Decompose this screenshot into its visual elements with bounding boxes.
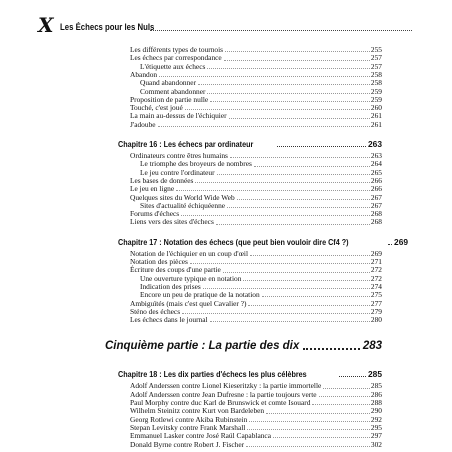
entry-title: Proposition de partie nulle: [130, 94, 209, 104]
dot-leader: [203, 288, 370, 289]
page-number: 269: [394, 236, 409, 247]
dot-leader: [230, 157, 370, 158]
page-number: 277: [370, 298, 382, 308]
toc-entry: [130, 121, 382, 129]
page-number: 286: [370, 389, 382, 399]
page-number: 271: [370, 257, 382, 266]
page-number: 297: [370, 431, 382, 441]
entry-title: Wilhelm Steinitz contre Kurt von Bardeleben: [130, 406, 265, 416]
entry-title: Chapitre 18 : Les dix parties d'échecs les plus célèbres: [118, 369, 307, 380]
page-number: 288: [370, 398, 382, 407]
entry-title: Touché, c'est joué: [130, 103, 183, 113]
dot-leader: [250, 255, 370, 256]
page-number: 260: [370, 103, 382, 113]
page-number: 272: [370, 273, 382, 283]
dot-leader: [159, 76, 370, 77]
page-number: 264: [370, 159, 382, 169]
chapter-heading: [118, 139, 382, 149]
page-number: 272: [370, 265, 382, 275]
dot-leader: [181, 215, 370, 216]
entry-title: J'adoube: [130, 119, 156, 129]
entry-title: Le jeu en ligne: [130, 184, 175, 194]
page-number: 283: [362, 340, 382, 353]
entry-title: Chapitre 16 : Les échecs par ordinateur: [118, 139, 254, 149]
page-number: 263: [368, 139, 382, 149]
dot-leader: [262, 296, 370, 297]
page-number: 269: [370, 248, 382, 258]
entry-title: Sténo des échecs: [130, 306, 181, 316]
dot-leader: [237, 199, 370, 200]
entry-title: Paul Morphy contre duc Karl de Brunswick et comte Isouard: [130, 398, 311, 407]
page-number: 259: [370, 86, 382, 96]
entry-title: Sites d'actualité échiquéenne: [140, 200, 226, 210]
dot-leader: [198, 84, 370, 85]
dot-leader: [249, 421, 370, 422]
running-header: [38, 13, 418, 40]
entry-title: Le jeu contre l'ordinateur: [140, 167, 215, 177]
dot-leader: [388, 244, 392, 245]
page-number: 261: [370, 111, 382, 121]
page-number: 255: [370, 45, 382, 54]
dot-leader: [227, 207, 370, 208]
dot-leader: [323, 388, 370, 389]
dot-leader: [185, 109, 370, 110]
dot-leader: [303, 348, 360, 350]
entry-title: Notation des pièces: [130, 257, 188, 266]
dot-leader: [216, 224, 370, 225]
page-number: 279: [370, 306, 382, 316]
toc-entry: [130, 218, 382, 226]
entry-title: Quand abandonner: [140, 78, 197, 88]
page-number: 274: [370, 281, 382, 291]
toc-entry: [130, 112, 382, 120]
page-number: 292: [370, 414, 382, 424]
dot-leader: [246, 446, 370, 447]
entry-title: Adolf Anderssen contre Jean Dufresne : la partie toujours verte: [130, 389, 317, 399]
entry-title: Donald Byrne contre Robert J. Fischer: [130, 439, 245, 449]
page-number: 258: [370, 69, 382, 79]
entry-title: Une ouverture typique en notation: [140, 273, 242, 283]
dot-leader: [224, 60, 370, 61]
page-number: 268: [370, 217, 382, 227]
page-number: 285: [370, 381, 382, 391]
dot-leader: [243, 280, 370, 281]
page-number: 261: [370, 119, 382, 129]
page-number: 257: [370, 53, 382, 63]
entry-title: Le triomphe des broyeurs de nombres: [140, 159, 252, 169]
dot-leader: [217, 174, 370, 175]
dot-leader: [273, 437, 370, 438]
dot-leader: [339, 376, 366, 377]
entry-title: Adolf Anderssen contre Lionel Kieseritzky : la partie immortelle: [130, 381, 322, 391]
page-number: 285: [368, 369, 382, 380]
page-number: 257: [370, 61, 382, 71]
header-rule: [150, 30, 412, 31]
page-number: 267: [370, 200, 382, 210]
dot-leader: [248, 305, 369, 306]
page-number: 263: [370, 151, 382, 160]
entry-title: Indication des prises: [140, 281, 201, 291]
dot-leader: [182, 313, 370, 314]
part-heading: [105, 339, 382, 353]
page-number: 275: [370, 290, 382, 300]
entry-title: Stepan Levitsky contre Frank Marshall: [130, 422, 246, 432]
page-number: 266: [370, 184, 382, 194]
page-number: 267: [370, 192, 382, 202]
page-number: 280: [370, 315, 382, 325]
dot-leader: [225, 51, 370, 52]
dot-leader: [195, 182, 369, 183]
book-title: Les Échecs pour les Nuls: [60, 22, 155, 33]
entry-title: Encore un peu de pratique de la notation: [140, 290, 260, 300]
dot-leader: [223, 272, 370, 273]
page-number: 259: [370, 94, 382, 104]
entry-title: L'étiquette aux échecs: [140, 61, 206, 71]
dot-leader: [210, 321, 370, 322]
toc-entry: [130, 441, 382, 449]
entry-title: Les bases de données: [130, 175, 194, 185]
page-number: 268: [370, 209, 382, 219]
entry-title: Abandon: [130, 69, 158, 79]
entry-title: Les différents types de tournois: [130, 45, 224, 54]
page-number: 295: [370, 422, 382, 432]
entry-title: Georg Rotlewi contre Akiba Rubinstein: [130, 414, 248, 424]
page-number: 302: [370, 439, 382, 449]
dot-leader: [319, 396, 370, 397]
entry-title: Cinquième partie : La partie des dix: [105, 340, 300, 353]
dot-leader: [254, 166, 370, 167]
entry-title: Notation de l'échiquier en un coup d'œil: [130, 248, 249, 258]
entry-title: Ambiguïtés (mais c'est quel Cavalier ?): [130, 298, 247, 308]
page-number: 266: [370, 175, 382, 185]
dot-leader: [229, 118, 370, 119]
dot-leader: [247, 429, 370, 430]
entry-title: Liens vers des sites d'échecs: [130, 217, 214, 227]
dot-leader: [207, 93, 369, 94]
entry-title: La main au-dessus de l'échiquier: [130, 111, 227, 121]
dummies-x-logo: X: [38, 13, 54, 37]
entry-title: Forums d'échecs: [130, 209, 180, 219]
entry-title: Les échecs dans le journal: [130, 315, 208, 325]
toc-entry: [130, 316, 382, 324]
entry-title: Ordinateurs contre êtres humains: [130, 151, 228, 160]
dot-leader: [277, 146, 366, 147]
entry-title: Comment abandonner: [140, 86, 206, 96]
entry-title: Quelques sites du World Wide Web: [130, 192, 235, 202]
toc-entry: [140, 63, 382, 71]
chapter-heading: [118, 236, 409, 247]
entry-title: Emmanuel Lasker contre José Raúl Capablanca: [130, 431, 271, 441]
dot-leader: [207, 68, 370, 69]
dot-leader: [312, 404, 369, 405]
entry-title: Les échecs par correspondance: [130, 53, 222, 63]
page-number: 265: [370, 167, 382, 177]
entry-title: Écriture des coups d'une partie: [130, 265, 221, 275]
dot-leader: [176, 190, 370, 191]
dot-leader: [158, 126, 370, 127]
entry-title: Chapitre 17 : Notation des échecs (que peut bien vouloir dire Cf4 ?): [118, 236, 349, 247]
page-number: 258: [370, 78, 382, 88]
chapter-heading: [118, 369, 382, 379]
page-number: 290: [370, 406, 382, 416]
dot-leader: [210, 101, 370, 102]
dot-leader: [266, 413, 370, 414]
